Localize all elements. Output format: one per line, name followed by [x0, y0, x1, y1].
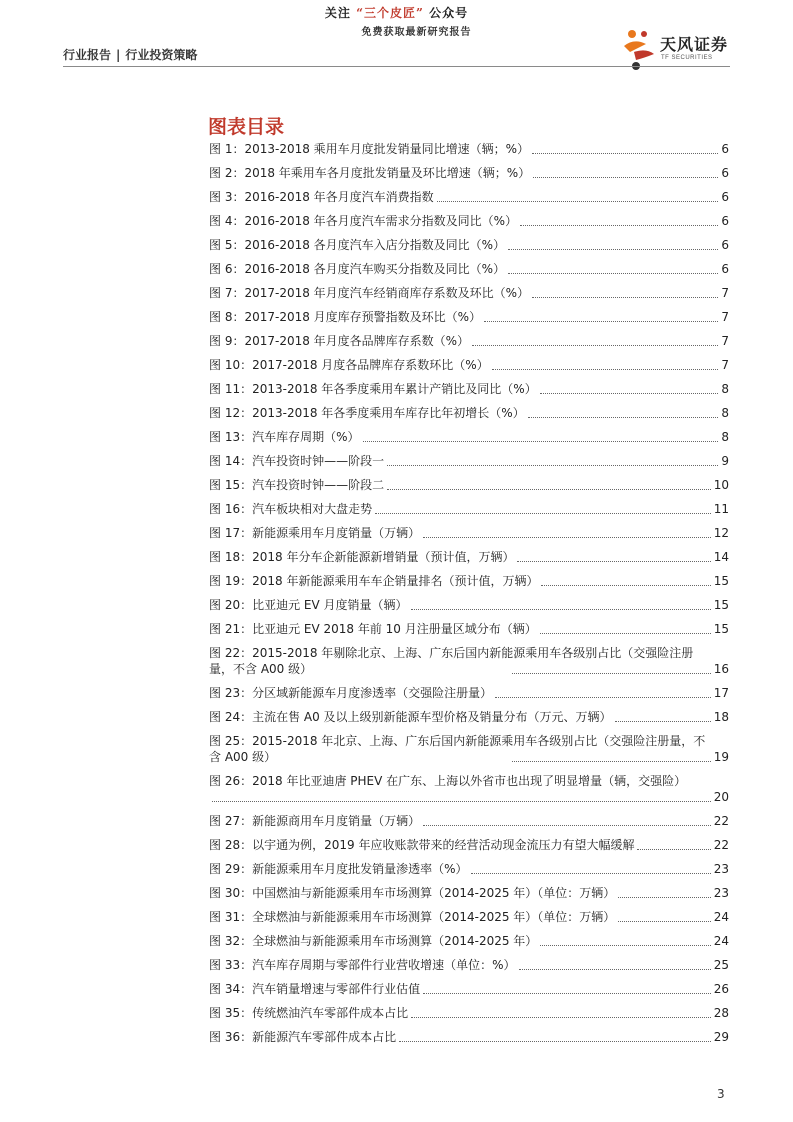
toc-entry-label: 图 7：2017-2018 年月度汽车经销商库存系数及环比（%） — [209, 286, 530, 300]
toc-entry-label: 图 33：汽车库存周期与零部件行业营收增速（单位：%） — [209, 958, 516, 972]
leader-dots — [484, 309, 718, 322]
leader-dots — [519, 957, 711, 970]
toc-entry[interactable] — [209, 165, 729, 189]
leader-dots — [520, 213, 718, 226]
toc-entry[interactable] — [209, 453, 729, 477]
toc-entry-label: 图 10：2017-2018 月度各品牌库存系数环比（%） — [209, 358, 489, 372]
watermark-name: “三个皮匠” — [356, 6, 424, 20]
toc-entry[interactable] — [209, 981, 729, 1005]
toc-entry[interactable] — [209, 573, 729, 597]
toc-entry-label: 图 6：2016-2018 各月度汽车购买分指数及同比（%） — [209, 262, 506, 276]
logo-text: 天风证券 — [660, 35, 729, 54]
toc-entry-label: 图 9：2017-2018 年月度各品牌库存系数（%） — [209, 334, 470, 348]
toc-entry[interactable] — [209, 837, 729, 861]
toc-entry[interactable] — [209, 333, 729, 357]
toc-entry-label: 图 11：2013-2018 年各季度乘用车累计产销比及同比（%） — [209, 382, 537, 396]
toc-entry[interactable] — [209, 309, 729, 333]
toc-entry[interactable] — [209, 645, 729, 685]
toc-entry-label: 图 2：2018 年乘用车各月度批发销量及环比增速（辆；%） — [209, 166, 531, 180]
toc-entry-page: 24 — [713, 934, 729, 948]
report-category: 行业报告 — [63, 48, 112, 62]
toc-entry-page: 8 — [721, 406, 729, 420]
leader-dots — [618, 909, 710, 922]
toc-entry[interactable] — [209, 357, 729, 381]
toc-entry-page: 29 — [713, 1030, 729, 1044]
table-of-figures — [209, 141, 729, 1053]
toc-entry[interactable] — [209, 405, 729, 429]
toc-entry-page: 22 — [713, 814, 729, 828]
toc-entry[interactable] — [209, 933, 729, 957]
toc-entry-label: 图 1：2013-2018 乘用车月度批发销量同比增速（辆；%） — [209, 142, 530, 156]
leader-dots — [411, 1005, 711, 1018]
toc-entry[interactable] — [209, 1005, 729, 1029]
toc-entry[interactable] — [209, 237, 729, 261]
toc-entry-label: 图 8：2017-2018 月度库存预警指数及环比（%） — [209, 310, 482, 324]
leader-dots — [512, 661, 711, 674]
toc-entry-page: 7 — [721, 358, 729, 372]
logo-subtext: TF SECURITIES — [661, 55, 713, 61]
toc-entry-page: 19 — [713, 750, 729, 764]
toc-entry-page: 7 — [721, 286, 729, 300]
toc-entry[interactable] — [209, 213, 729, 237]
leader-dots — [471, 861, 711, 874]
toc-entry-label: 图 22：2015-2018 年剔除北京、上海、广东后国内新能源乘用车各级别占比（交强险注册量，不含 A00 级） — [209, 646, 694, 676]
toc-entry-label: 图 4：2016-2018 年各月度汽车需求分指数及同比（%） — [209, 214, 518, 228]
toc-entry[interactable] — [209, 501, 729, 525]
leader-dots — [423, 813, 711, 826]
toc-entry[interactable] — [209, 261, 729, 285]
leader-dots — [508, 237, 718, 250]
toc-entry[interactable] — [209, 477, 729, 501]
toc-entry-label: 图 30：中国燃油与新能源乘用车市场测算（2014-2025 年）（单位：万辆） — [209, 886, 616, 900]
leader-dots — [375, 501, 711, 514]
toc-entry[interactable] — [209, 909, 729, 933]
toc-entry-label: 图 3：2016-2018 年各月度汽车消费指数 — [209, 190, 434, 204]
watermark-line — [0, 4, 793, 21]
toc-entry-page: 6 — [721, 166, 729, 180]
leader-dots — [540, 621, 711, 634]
leader-dots — [540, 381, 719, 394]
leader-dots — [411, 597, 711, 610]
toc-entry-page: 14 — [713, 550, 729, 564]
toc-entry[interactable] — [209, 773, 729, 813]
toc-entry-page: 28 — [713, 1006, 729, 1020]
toc-entry-label: 图 29：新能源乘用车月度批发销量渗透率（%） — [209, 862, 468, 876]
toc-entry-label: 图 34：汽车销量增速与零部件行业估值 — [209, 982, 421, 996]
leader-dots — [541, 573, 710, 586]
toc-entry-page: 8 — [721, 382, 729, 396]
toc-entry-page: 15 — [713, 574, 729, 588]
toc-entry-label: 图 16：汽车板块相对大盘走势 — [209, 502, 373, 516]
toc-entry-page: 15 — [713, 622, 729, 636]
report-subcategory: 行业投资策略 — [125, 48, 198, 62]
toc-entry-page: 10 — [713, 478, 729, 492]
toc-entry-page: 7 — [721, 334, 729, 348]
toc-entry-page: 15 — [713, 598, 729, 612]
leader-dots — [615, 709, 711, 722]
header-separator: | — [116, 48, 121, 62]
toc-entry-label: 图 13：汽车库存周期（%） — [209, 430, 360, 444]
leader-dots — [532, 285, 718, 298]
toc-entry[interactable] — [209, 381, 729, 405]
toc-entry-label: 图 14：汽车投资时钟——阶段一 — [209, 454, 385, 468]
toc-entry-label: 图 32：全球燃油与新能源乘用车市场测算（2014-2025 年） — [209, 934, 538, 948]
toc-entry[interactable] — [209, 525, 729, 549]
toc-entry-page: 6 — [721, 142, 729, 156]
toc-entry-page: 22 — [713, 838, 729, 852]
toc-entry-page: 25 — [713, 958, 729, 972]
toc-entry-page: 24 — [713, 910, 729, 924]
toc-entry[interactable] — [209, 813, 729, 837]
toc-entry-label: 图 23：分区域新能源车月度渗透率（交强险注册量） — [209, 686, 493, 700]
toc-entry-page: 9 — [721, 454, 729, 468]
toc-entry-page: 16 — [713, 662, 729, 676]
toc-entry[interactable] — [209, 1029, 729, 1053]
toc-entry-label: 图 25：2015-2018 年北京、上海、广东后国内新能源乘用车各级别占比（交强险注册量，不含 A00 级） — [209, 734, 706, 764]
toc-entry-label: 图 20：比亚迪元 EV 月度销量（辆） — [209, 598, 408, 612]
leader-dots — [512, 749, 711, 762]
page-number: 3 — [717, 1087, 725, 1101]
leader-dots — [540, 933, 710, 946]
toc-entry-label: 图 19：2018 年新能源乘用车车企销量排名（预计值，万辆） — [209, 574, 539, 588]
toc-entry-page: 18 — [713, 710, 729, 724]
watermark-subtitle: 免费获取最新研究报告 — [361, 27, 472, 38]
toc-entry-label: 图 17：新能源乘用车月度销量（万辆） — [209, 526, 421, 540]
toc-entry-label: 图 36：新能源汽车零部件成本占比 — [209, 1030, 397, 1044]
leader-dots — [532, 141, 718, 154]
toc-entry[interactable] — [209, 429, 729, 453]
toc-entry-label: 图 12：2013-2018 年各季度乘用车库存比年初增长（%） — [209, 406, 525, 420]
leader-dots — [618, 885, 710, 898]
toc-entry[interactable] — [209, 685, 729, 709]
leader-dots — [472, 333, 718, 346]
toc-entry-page: 23 — [713, 862, 729, 876]
leader-dots — [387, 477, 711, 490]
toc-entry[interactable] — [209, 141, 729, 165]
toc-entry-page: 8 — [721, 430, 729, 444]
header-divider — [63, 66, 730, 67]
leader-dots — [363, 429, 719, 442]
watermark-suffix: 公众号 — [429, 6, 469, 20]
report-header — [63, 46, 197, 63]
leader-dots — [517, 549, 710, 562]
leader-dots — [387, 453, 718, 466]
toc-entry-label: 图 35：传统燃油汽车零部件成本占比 — [209, 1006, 409, 1020]
toc-entry-label: 图 28：以宇通为例，2019 年应收账款带来的经营活动现金流压力有望大幅缓解 — [209, 838, 635, 852]
leader-dots — [637, 837, 710, 850]
toc-entry[interactable] — [209, 861, 729, 885]
toc-entry-label: 图 27：新能源商用车月度销量（万辆） — [209, 814, 421, 828]
toc-entry-page: 6 — [721, 262, 729, 276]
toc-entry-label: 图 26：2018 年比亚迪唐 PHEV 在广东、上海以外省市也出现了明显增量（辆，交强险） — [209, 774, 687, 788]
toc-entry-label: 图 18：2018 年分车企新能源新增销量（预计值，万辆） — [209, 550, 515, 564]
leader-dots — [533, 165, 718, 178]
toc-entry[interactable] — [209, 957, 729, 981]
toc-entry[interactable] — [209, 733, 729, 773]
toc-entry-label: 图 21：比亚迪元 EV 2018 年前 10 月注册量区域分布（辆） — [209, 622, 537, 636]
toc-entry-page: 26 — [713, 982, 729, 996]
toc-entry[interactable] — [209, 885, 729, 909]
toc-entry-label: 图 31：全球燃油与新能源乘用车市场测算（2014-2025 年）（单位：万辆） — [209, 910, 616, 924]
toc-entry[interactable] — [209, 621, 729, 645]
leader-dots — [508, 261, 718, 274]
toc-entry-label: 图 5：2016-2018 各月度汽车入店分指数及同比（%） — [209, 238, 506, 252]
toc-entry-page: 11 — [713, 502, 729, 516]
toc-entry[interactable] — [209, 709, 729, 733]
toc-entry-page: 23 — [713, 886, 729, 900]
toc-entry-page: 6 — [721, 238, 729, 252]
toc-entry-page: 6 — [721, 214, 729, 228]
leader-dots — [495, 685, 711, 698]
leader-dots — [399, 1029, 711, 1042]
leader-dots — [437, 189, 719, 202]
toc-entry-page: 6 — [721, 190, 729, 204]
leader-dots — [528, 405, 719, 418]
toc-title: 图表目录 — [208, 116, 285, 138]
toc-entry[interactable] — [209, 549, 729, 573]
toc-entry[interactable] — [209, 189, 729, 213]
toc-entry[interactable] — [209, 597, 729, 621]
watermark-prefix: 关注 — [324, 6, 351, 20]
toc-entry-label: 图 24：主流在售 A0 及以上级别新能源车型价格及销量分布（万元、万辆） — [209, 710, 612, 724]
toc-entry-page: 12 — [713, 526, 729, 540]
toc-entry-page: 7 — [721, 310, 729, 324]
toc-entry[interactable] — [209, 285, 729, 309]
leader-dots — [423, 525, 711, 538]
toc-entry-page: 20 — [713, 790, 729, 804]
leader-dots — [492, 357, 719, 370]
toc-entry-page: 17 — [713, 686, 729, 700]
toc-entry-label: 图 15：汽车投资时钟——阶段二 — [209, 478, 385, 492]
leader-dots — [423, 981, 711, 994]
leader-dots — [212, 789, 711, 802]
